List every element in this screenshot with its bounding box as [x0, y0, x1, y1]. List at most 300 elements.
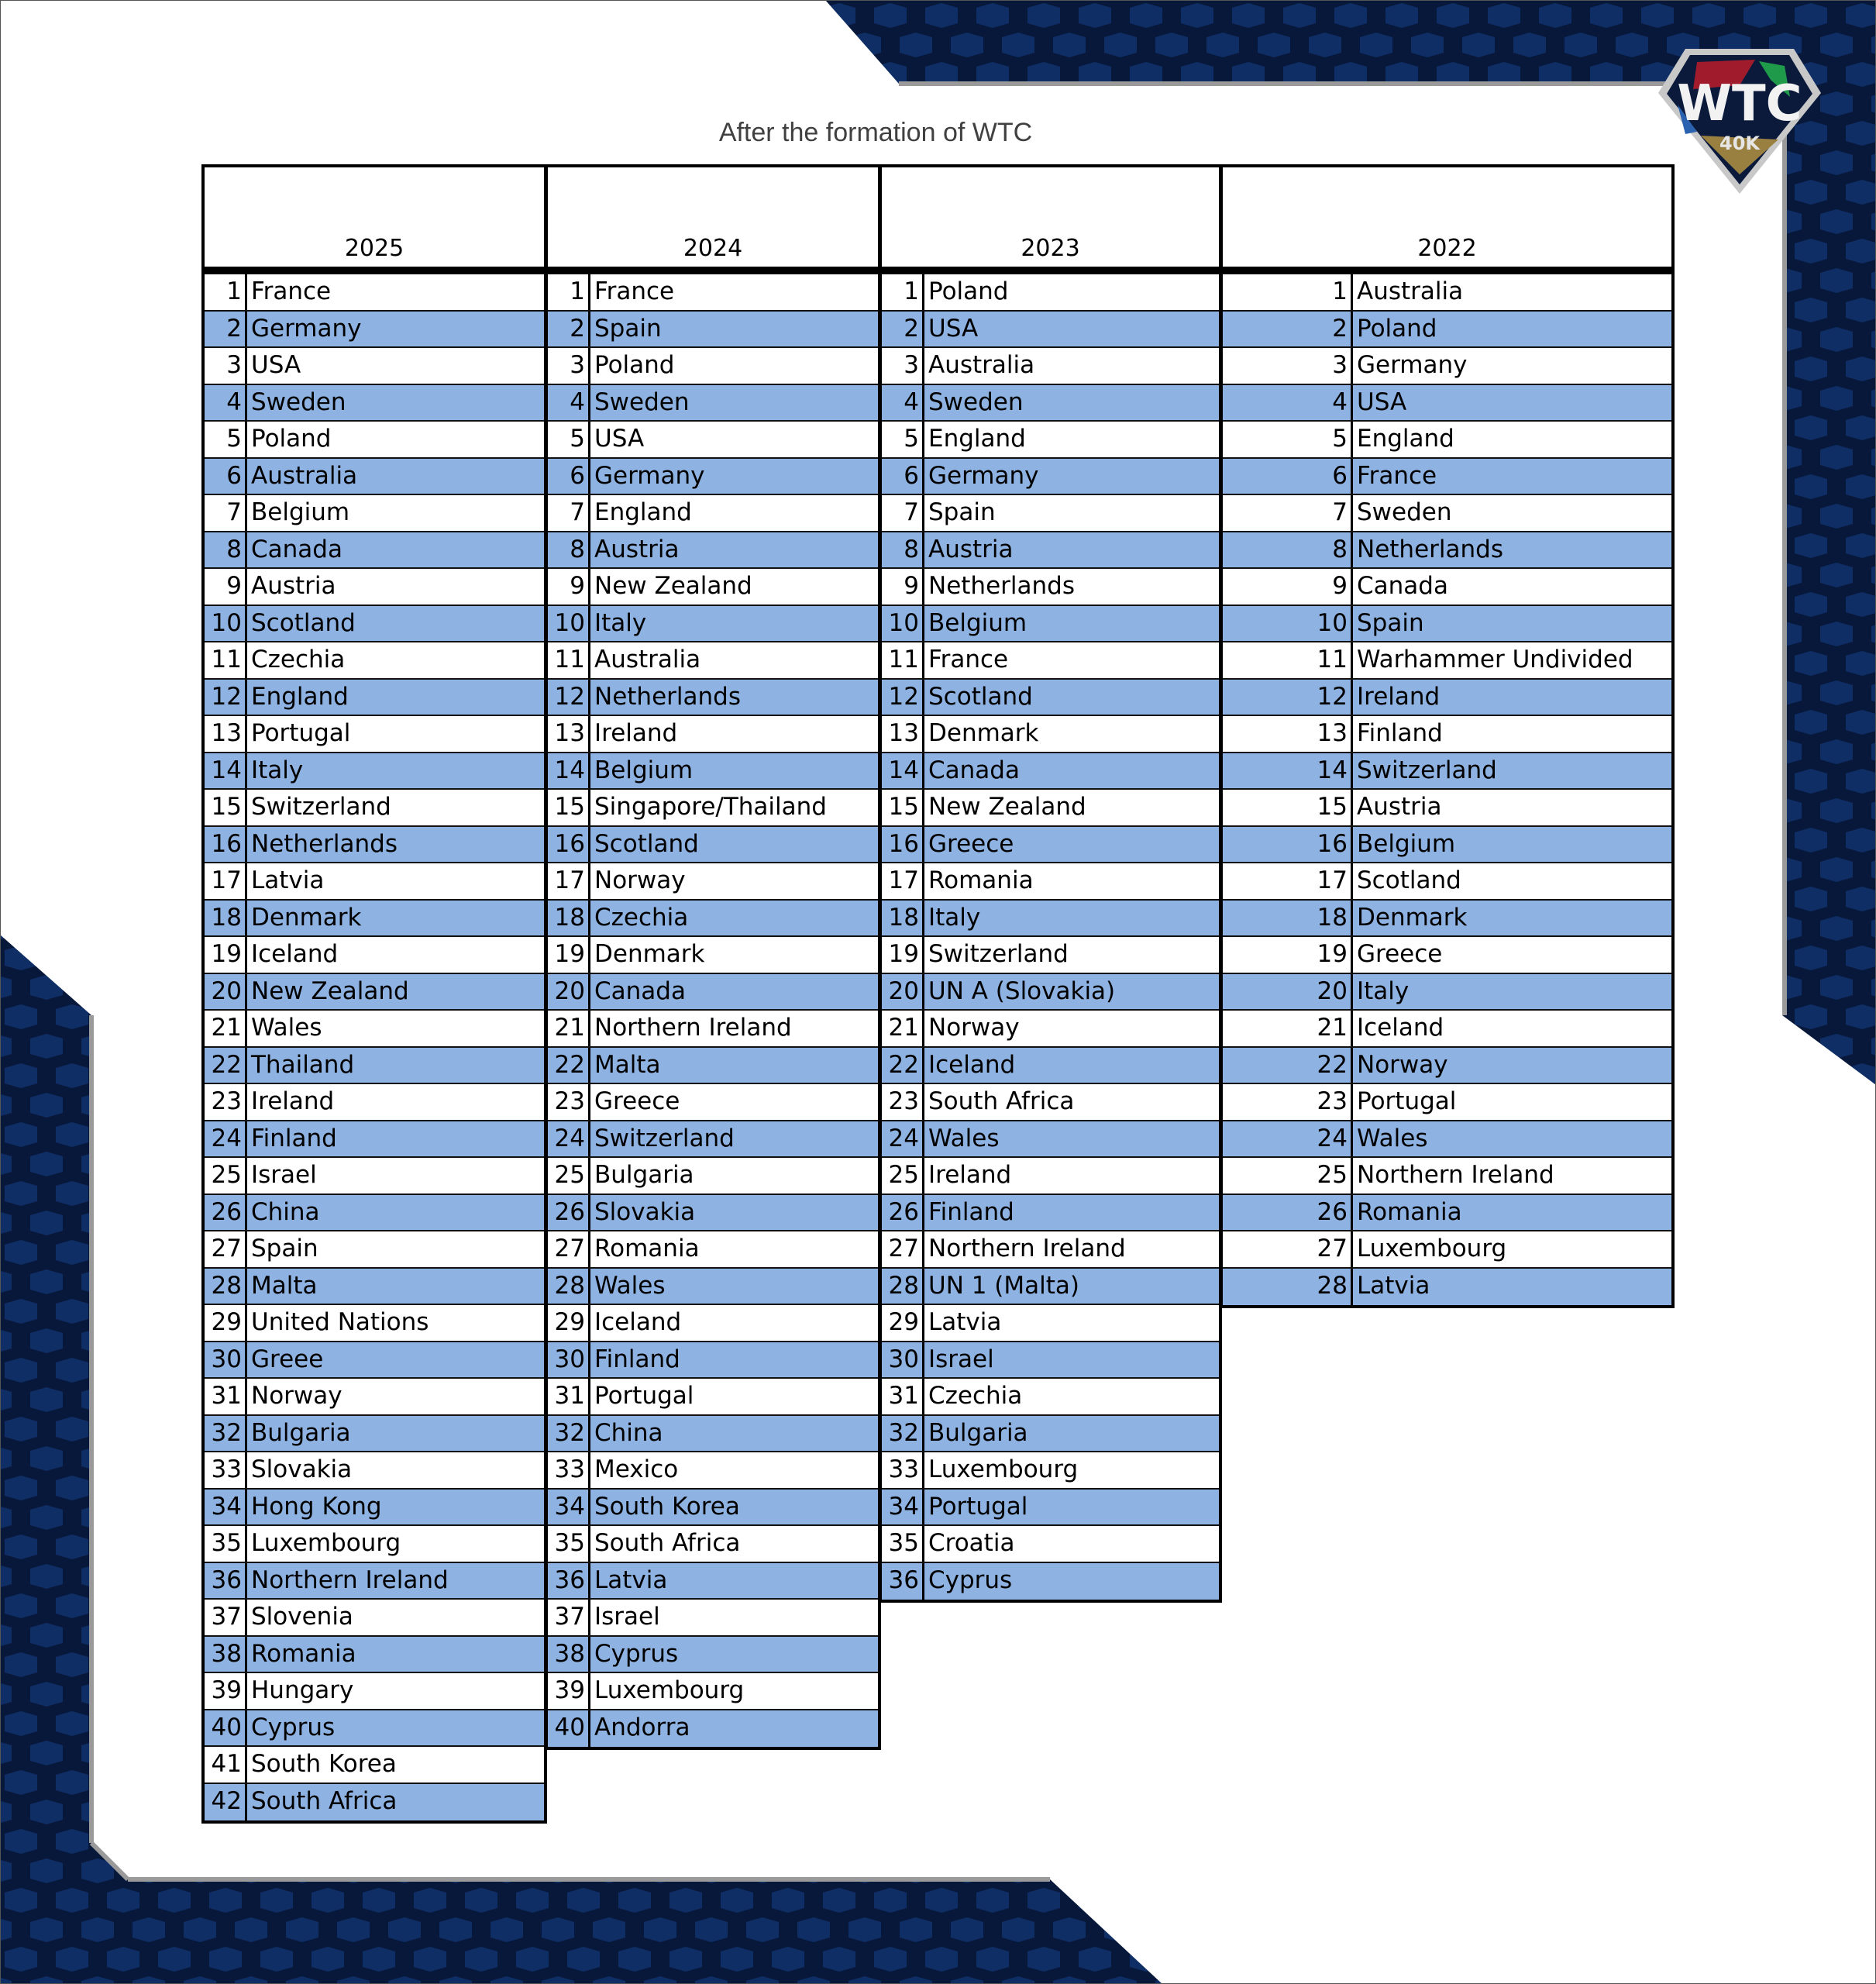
table-row	[1223, 1011, 1671, 1048]
team-name-cell: Canada	[251, 535, 342, 563]
team-name-cell: Greece	[1357, 940, 1443, 968]
rank-cell: 21	[548, 1011, 590, 1046]
rank-cell: 22	[205, 1048, 247, 1083]
team-name-cell: Romania	[1357, 1197, 1462, 1226]
table-row	[205, 1158, 544, 1195]
rank-cell: 11	[205, 642, 247, 678]
table-row	[882, 1526, 1219, 1563]
table-row	[1223, 422, 1671, 459]
table-row	[1223, 385, 1671, 422]
team-name-cell: Bulgaria	[594, 1161, 694, 1189]
team-name-cell: Malta	[594, 1050, 661, 1079]
team-name-cell: Romania	[928, 866, 1034, 894]
team-name-cell: Czechia	[594, 903, 689, 932]
team-name-cell: Denmark	[251, 903, 362, 932]
column-rows	[879, 270, 1222, 1603]
rank-cell: 14	[882, 753, 924, 789]
table-row	[882, 385, 1219, 422]
table-row	[1223, 753, 1671, 790]
rank-cell: 6	[1223, 459, 1353, 494]
team-name-cell: Iceland	[928, 1050, 1016, 1079]
team-name-cell: Norway	[594, 866, 686, 894]
table-row	[1223, 901, 1671, 938]
table-row	[205, 1416, 544, 1453]
team-name-cell: Wales	[1357, 1124, 1428, 1152]
rank-cell: 7	[548, 495, 590, 531]
table-row	[1223, 827, 1671, 864]
team-name-cell: China	[594, 1418, 663, 1447]
team-name-cell: South Africa	[251, 1786, 398, 1815]
team-name-cell: UN 1 (Malta)	[928, 1271, 1080, 1300]
table-row	[1223, 495, 1671, 532]
rank-cell: 9	[205, 569, 247, 604]
table-row	[1223, 1195, 1671, 1232]
table-row	[548, 1673, 878, 1710]
team-name-cell: Czechia	[928, 1382, 1023, 1410]
table-row	[1223, 348, 1671, 385]
team-name-cell: Spain	[928, 498, 996, 526]
table-row	[548, 680, 878, 717]
rank-cell: 36	[548, 1563, 590, 1599]
rank-cell: 32	[548, 1416, 590, 1452]
table-row	[1223, 1084, 1671, 1121]
team-name-cell: England	[251, 682, 349, 711]
table-row	[548, 385, 878, 422]
team-name-cell: Germany	[928, 461, 1039, 490]
rank-cell: 23	[205, 1084, 247, 1120]
table-row	[548, 937, 878, 974]
rank-cell: 19	[1223, 937, 1353, 973]
rank-cell: 25	[205, 1158, 247, 1194]
rank-cell: 7	[1223, 495, 1353, 531]
rank-cell: 36	[205, 1563, 247, 1599]
rank-cell: 18	[882, 901, 924, 936]
rank-cell: 21	[882, 1011, 924, 1046]
table-row	[548, 1342, 878, 1380]
rank-cell: 15	[1223, 790, 1353, 825]
rank-cell: 13	[1223, 716, 1353, 752]
table-row	[882, 1011, 1219, 1048]
table-row	[1223, 1269, 1671, 1306]
table-row	[882, 459, 1219, 496]
team-name-cell: Italy	[594, 608, 647, 637]
team-name-cell: Finland	[594, 1345, 680, 1373]
table-row	[205, 974, 544, 1011]
rank-cell: 33	[548, 1452, 590, 1488]
table-row	[548, 753, 878, 790]
table-row	[882, 863, 1219, 901]
table-row	[548, 1490, 878, 1527]
table-row	[548, 1600, 878, 1637]
rank-cell: 6	[205, 459, 247, 494]
rank-cell: 25	[548, 1158, 590, 1194]
table-row	[882, 1416, 1219, 1453]
table-row	[882, 274, 1219, 312]
table-row	[205, 937, 544, 974]
rank-cell: 14	[1223, 753, 1353, 789]
team-name-cell: Greece	[928, 829, 1014, 858]
table-row	[205, 1305, 544, 1342]
table-row	[882, 974, 1219, 1011]
rank-cell: 31	[205, 1379, 247, 1414]
team-name-cell: UN A (Slovakia)	[928, 976, 1116, 1005]
table-row	[882, 1342, 1219, 1380]
team-name-cell: Scotland	[928, 682, 1033, 711]
team-name-cell: Northern Ireland	[594, 1014, 792, 1042]
column-header	[545, 164, 881, 270]
table-row	[205, 716, 544, 753]
rank-cell: 24	[1223, 1121, 1353, 1157]
rank-cell: 39	[205, 1673, 247, 1709]
table-row	[548, 1526, 878, 1563]
table-row	[548, 1084, 878, 1121]
rank-cell: 17	[882, 863, 924, 899]
table-row	[548, 1048, 878, 1085]
table-row	[1223, 937, 1671, 974]
column-year-label: 2024	[683, 235, 743, 262]
team-name-cell: Denmark	[928, 719, 1039, 747]
table-row	[205, 1452, 544, 1490]
rank-cell: 35	[882, 1526, 924, 1562]
table-row	[205, 753, 544, 790]
team-name-cell: France	[251, 277, 332, 305]
team-name-cell: England	[1357, 425, 1454, 453]
rank-cell: 16	[548, 827, 590, 863]
table-row	[882, 1490, 1219, 1527]
team-name-cell: Canada	[928, 756, 1020, 784]
rank-cell: 34	[548, 1490, 590, 1525]
rank-cell: 37	[548, 1600, 590, 1635]
rank-cell: 34	[205, 1490, 247, 1525]
team-name-cell: Portugal	[928, 1492, 1028, 1521]
rank-cell: 32	[882, 1416, 924, 1452]
team-name-cell: Scotland	[1357, 866, 1461, 894]
table-row	[548, 1231, 878, 1269]
team-name-cell: Norway	[928, 1014, 1020, 1042]
table-row	[548, 901, 878, 938]
team-name-cell: Canada	[594, 976, 686, 1005]
rank-cell: 16	[205, 827, 247, 863]
rank-cell: 16	[882, 827, 924, 863]
table-row	[548, 1011, 878, 1048]
table-row	[548, 1452, 878, 1490]
team-name-cell: Wales	[251, 1014, 322, 1042]
rank-cell: 2	[882, 312, 924, 347]
rank-cell: 27	[882, 1231, 924, 1267]
team-name-cell: Denmark	[1357, 903, 1468, 932]
table-row	[205, 532, 544, 570]
team-name-cell: Czechia	[251, 646, 346, 673]
team-name-cell: Sweden	[1357, 498, 1452, 526]
table-row	[548, 495, 878, 532]
table-row	[205, 1710, 544, 1748]
rank-cell: 29	[548, 1305, 590, 1341]
team-name-cell: Belgium	[251, 498, 350, 526]
table-row	[205, 385, 544, 422]
team-name-cell: Finland	[928, 1197, 1014, 1226]
table-row	[548, 974, 878, 1011]
table-row	[205, 1747, 544, 1784]
team-name-cell: Netherlands	[928, 572, 1075, 600]
column-year-label: 2023	[1021, 235, 1080, 262]
rank-cell: 14	[548, 753, 590, 789]
rank-cell: 3	[882, 348, 924, 384]
table-row	[882, 606, 1219, 643]
table-row	[882, 680, 1219, 717]
rank-cell: 39	[548, 1673, 590, 1709]
table-row	[882, 312, 1219, 349]
rank-cell: 23	[1223, 1084, 1353, 1120]
team-name-cell: Slovakia	[251, 1455, 353, 1483]
team-name-cell: Ireland	[594, 719, 678, 747]
rank-cell: 38	[205, 1637, 247, 1672]
rank-cell: 7	[882, 495, 924, 531]
rank-cell: 9	[548, 569, 590, 604]
team-name-cell: South Korea	[251, 1750, 397, 1778]
table-row	[548, 827, 878, 864]
table-row	[1223, 863, 1671, 901]
team-name-cell: England	[594, 498, 692, 526]
table-row	[882, 1563, 1219, 1600]
rank-cell: 12	[1223, 680, 1353, 715]
team-name-cell: Switzerland	[251, 793, 391, 821]
rank-cell: 29	[205, 1305, 247, 1341]
table-row	[882, 1231, 1219, 1269]
rank-cell: 2	[548, 312, 590, 347]
table-row	[1223, 1121, 1671, 1159]
table-row	[1223, 459, 1671, 496]
table-row	[205, 1195, 544, 1232]
table-row	[205, 1490, 544, 1527]
rank-cell: 36	[882, 1563, 924, 1600]
rank-cell: 28	[1223, 1269, 1353, 1306]
team-name-cell: Greee	[251, 1345, 324, 1373]
table-row	[1223, 1158, 1671, 1195]
table-row	[548, 1269, 878, 1306]
table-row	[548, 1637, 878, 1674]
rank-cell: 34	[882, 1490, 924, 1525]
team-name-cell: Thailand	[251, 1050, 355, 1079]
team-name-cell: Northern Ireland	[928, 1235, 1126, 1262]
table-row	[882, 790, 1219, 827]
table-row	[882, 1452, 1219, 1490]
team-name-cell: Germany	[594, 461, 705, 490]
column-rows	[545, 270, 881, 1750]
rank-cell: 33	[882, 1452, 924, 1488]
team-name-cell: Iceland	[1357, 1014, 1444, 1042]
team-name-cell: New Zealand	[928, 793, 1086, 821]
rank-cell: 18	[205, 901, 247, 936]
rank-cell: 13	[882, 716, 924, 752]
rank-cell: 31	[548, 1379, 590, 1414]
team-name-cell: China	[251, 1197, 320, 1226]
rank-cell: 24	[548, 1121, 590, 1157]
rank-cell: 25	[882, 1158, 924, 1194]
rank-cell: 19	[882, 937, 924, 973]
team-name-cell: Spain	[594, 314, 662, 343]
team-name-cell: Bulgaria	[928, 1418, 1028, 1447]
rank-cell: 15	[882, 790, 924, 825]
table-row	[548, 532, 878, 570]
rank-cell: 15	[548, 790, 590, 825]
rank-cell: 18	[548, 901, 590, 936]
rank-cell: 4	[882, 385, 924, 421]
table-row	[882, 1305, 1219, 1342]
rank-cell: 19	[548, 937, 590, 973]
team-name-cell: France	[594, 277, 675, 305]
table-row	[548, 716, 878, 753]
team-name-cell: USA	[1357, 388, 1407, 416]
rank-cell: 14	[205, 753, 247, 789]
rank-cell: 12	[548, 680, 590, 715]
team-name-cell: Germany	[251, 314, 362, 343]
team-name-cell: Canada	[1357, 572, 1448, 600]
table-row	[548, 1305, 878, 1342]
team-name-cell: Bulgaria	[251, 1418, 351, 1447]
rank-cell: 4	[1223, 385, 1353, 421]
team-name-cell: USA	[594, 425, 645, 453]
table-row	[1223, 569, 1671, 606]
table-row	[205, 901, 544, 938]
rank-cell: 23	[882, 1084, 924, 1120]
rank-cell: 1	[548, 274, 590, 310]
rank-cell: 40	[205, 1710, 247, 1746]
team-name-cell: Andorra	[594, 1713, 690, 1741]
rank-cell: 41	[205, 1747, 247, 1782]
rank-cell: 1	[882, 274, 924, 310]
table-row	[205, 1526, 544, 1563]
table-row	[205, 1600, 544, 1637]
team-name-cell: Finland	[1357, 719, 1443, 747]
team-name-cell: Australia	[594, 646, 701, 673]
team-name-cell: Ireland	[251, 1087, 335, 1115]
table-row	[1223, 790, 1671, 827]
table-row	[548, 863, 878, 901]
team-name-cell: Austria	[928, 535, 1014, 563]
team-name-cell: Belgium	[1357, 829, 1456, 858]
team-name-cell: Australia	[251, 461, 358, 490]
team-name-cell: Australia	[928, 351, 1035, 379]
table-row	[882, 569, 1219, 606]
table-row	[882, 1121, 1219, 1159]
rank-cell: 30	[205, 1342, 247, 1378]
rank-cell: 2	[1223, 312, 1353, 347]
table-row	[548, 1379, 878, 1416]
table-row	[548, 1195, 878, 1232]
rank-cell: 23	[548, 1084, 590, 1120]
team-name-cell: Australia	[1357, 277, 1464, 305]
rank-cell: 8	[882, 532, 924, 568]
column-rows	[1220, 270, 1675, 1308]
team-name-cell: Belgium	[594, 756, 694, 784]
rank-cell: 19	[205, 937, 247, 973]
team-name-cell: Israel	[251, 1161, 317, 1189]
team-name-cell: Iceland	[251, 940, 339, 968]
column-header	[879, 164, 1222, 270]
rank-cell: 5	[1223, 422, 1353, 457]
team-name-cell: Romania	[251, 1639, 356, 1668]
rank-cell: 10	[882, 606, 924, 642]
team-name-cell: Scotland	[594, 829, 699, 858]
table-row	[205, 459, 544, 496]
team-name-cell: Spain	[251, 1235, 318, 1262]
rank-cell: 4	[205, 385, 247, 421]
table-row	[205, 569, 544, 606]
table-row	[205, 312, 544, 349]
rank-cell: 3	[205, 348, 247, 384]
rank-cell: 24	[205, 1121, 247, 1157]
team-name-cell: Latvia	[594, 1566, 668, 1594]
rank-cell: 17	[1223, 863, 1353, 899]
svg-text:40K: 40K	[1719, 133, 1760, 154]
rank-cell: 22	[548, 1048, 590, 1083]
table-row	[205, 1784, 544, 1821]
rank-cell: 30	[548, 1342, 590, 1378]
team-name-cell: South Africa	[928, 1087, 1075, 1115]
table-row	[882, 901, 1219, 938]
team-name-cell: Israel	[594, 1603, 660, 1631]
team-name-cell: Israel	[928, 1345, 994, 1373]
table-row	[882, 1158, 1219, 1195]
team-name-cell: Switzerland	[594, 1124, 735, 1152]
rank-cell: 1	[205, 274, 247, 310]
team-name-cell: Norway	[251, 1382, 342, 1410]
team-name-cell: Hong Kong	[251, 1492, 382, 1521]
rank-cell: 26	[548, 1195, 590, 1231]
team-name-cell: Luxembourg	[251, 1529, 401, 1557]
rank-cell: 11	[882, 642, 924, 678]
table-row	[882, 422, 1219, 459]
table-row	[882, 495, 1219, 532]
team-name-cell: Austria	[251, 572, 336, 600]
team-name-cell: Ireland	[1357, 682, 1441, 711]
team-name-cell: Croatia	[928, 1529, 1015, 1557]
rank-cell: 9	[882, 569, 924, 604]
rank-cell: 16	[1223, 827, 1353, 863]
table-row	[205, 1379, 544, 1416]
rank-cell: 27	[548, 1231, 590, 1267]
rank-cell: 26	[205, 1195, 247, 1231]
table-row	[205, 606, 544, 643]
table-row	[1223, 716, 1671, 753]
rank-cell: 2	[205, 312, 247, 347]
table-row	[205, 863, 544, 901]
team-name-cell: Luxembourg	[928, 1455, 1079, 1483]
team-name-cell: Poland	[594, 351, 675, 379]
table-row	[205, 1231, 544, 1269]
team-name-cell: Portugal	[251, 719, 351, 747]
table-row	[205, 495, 544, 532]
table-row	[1223, 606, 1671, 643]
team-name-cell: Slovenia	[251, 1603, 353, 1631]
table-row	[548, 459, 878, 496]
table-row	[882, 937, 1219, 974]
rank-cell: 15	[205, 790, 247, 825]
team-name-cell: Mexico	[594, 1455, 679, 1483]
table-row	[882, 1195, 1219, 1232]
team-name-cell: Spain	[1357, 608, 1424, 637]
team-name-cell: Northern Ireland	[251, 1566, 449, 1594]
team-name-cell: Denmark	[594, 940, 705, 968]
team-name-cell: Sweden	[594, 388, 690, 416]
rank-cell: 37	[205, 1600, 247, 1635]
team-name-cell: Belgium	[928, 608, 1027, 637]
team-name-cell: Italy	[251, 756, 304, 784]
rank-cell: 13	[205, 716, 247, 752]
rank-cell: 30	[882, 1342, 924, 1378]
table-row	[205, 680, 544, 717]
rank-cell: 13	[548, 716, 590, 752]
